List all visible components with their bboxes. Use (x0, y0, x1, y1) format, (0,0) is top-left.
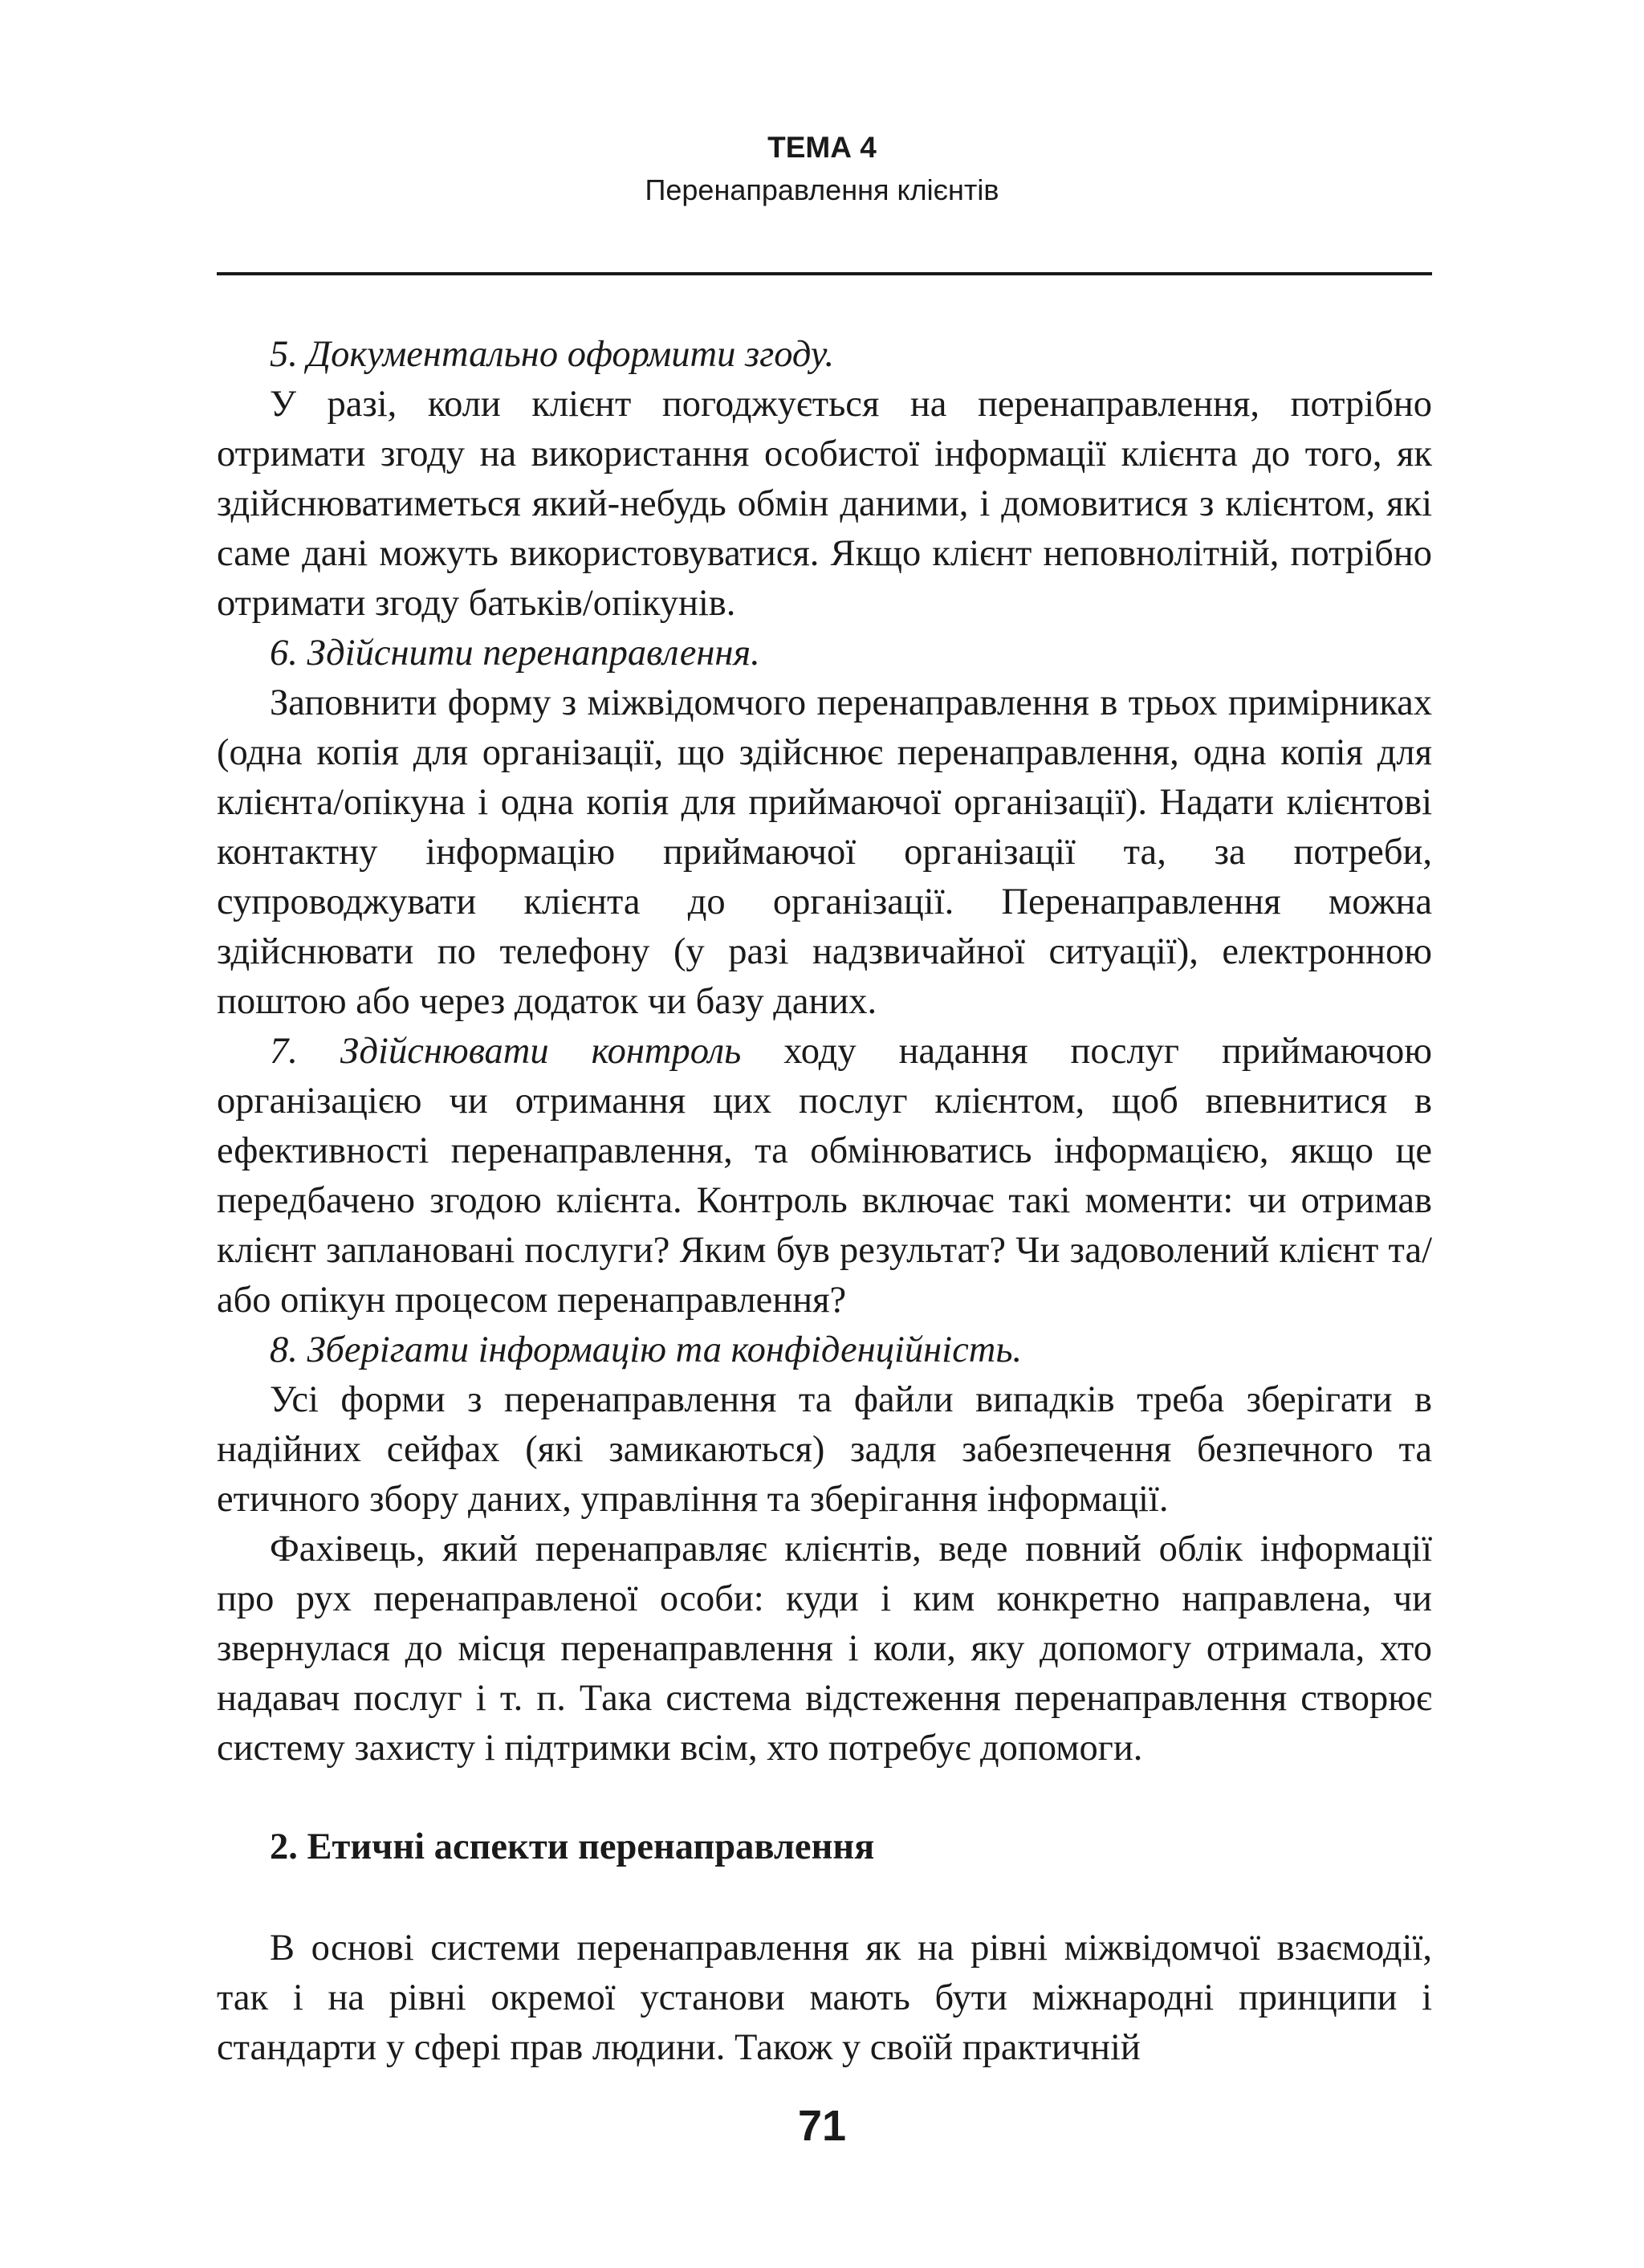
specialist-paragraph: Фахівець, який перенаправляє клієнтів, веде повний облік інформації про рух перенаправленої особи: куди і ким конкретно направлена, чи звернулася до місця перенаправлення і коли, яку допомогу отримала, хто надавач послуг і т. п. Така система відстеження перенаправлення створює систему захисту і підтримки всім, хто потребує допомоги. (217, 1529, 1432, 1769)
running-head-topic: ТЕМА 4 (767, 131, 877, 164)
section-2-paragraph: В основі системи перенаправлення як на рівні міжвідомчої взаємодії, так і на рівні окремої установи мають бути міжнародні принципи і стандарти у сфері прав людини. Також у своїй практичній (217, 1928, 1432, 2068)
item-6-heading (217, 629, 1432, 678)
item-5-title: 5. Документально оформити згоду. (270, 334, 835, 375)
item-8-heading (217, 1325, 1432, 1375)
section-2-heading: 2. Етичні аспекти перенаправлення (270, 1826, 875, 1867)
item-7-paragraph (217, 1027, 1432, 1325)
item-7-lead: 7. Здійснювати контроль (270, 1031, 742, 1072)
item-6-title: 6. Здійснити перенаправлення. (270, 633, 760, 674)
running-head-title: Перенаправлення клієнтів (645, 173, 999, 206)
item-6-paragraph: Заповнити форму з міжвідомчого перенаправлення в трьох примірниках (одна копія для організації, що здійснює перенаправлення, одна копія для клієнта/опікуна і одна копія для приймаючої організації). Надати клієнтові контактну інформацію приймаючої організації та, за потреби, супроводжувати клієнта до організації. Перенаправлення можна здійснювати по телефону (у разі надзвичайної ситуації), електронною поштою або через додаток чи базу даних. (217, 682, 1432, 1022)
item-8-title: 8. Зберігати інформацію та конфіденційність. (270, 1329, 1023, 1370)
page-number: 71 (797, 2102, 847, 2150)
item-5-heading (217, 330, 1432, 380)
page-body (217, 330, 1432, 2073)
item-5-paragraph: У разі, коли клієнт погоджується на перенаправлення, потрібно отримати згоду на використання особистої інформації клієнта до того, як здійснюватиметься який-небудь обмін даними, і домовитися з клієнтом, які саме дані можуть використовуватися. Якщо клієнт неповнолітній, потрібно отримати згоду батьків/опікунів. (217, 384, 1432, 624)
header-rule (217, 272, 1432, 275)
item-7-text: ходу надання послуг приймаючою організацією чи отримання цих послуг клієнтом, щоб впевнитися в ефективності перенаправлення, та обмінюватись інформацією, якщо це передбачено згодою клієнта. Контроль включає такі моменти: чи отримав клієнт заплановані послуги? Яким був результат? Чи задоволений клієнт та/або опікун процесом перенаправлення? (217, 1031, 1432, 1321)
item-8-paragraph: Усі форми з перенаправлення та файли випадків треба зберігати в надійних сейфах (які замикаються) задля забезпечення безпечного та етичного збору даних, управління та зберігання інформації. (217, 1379, 1432, 1520)
